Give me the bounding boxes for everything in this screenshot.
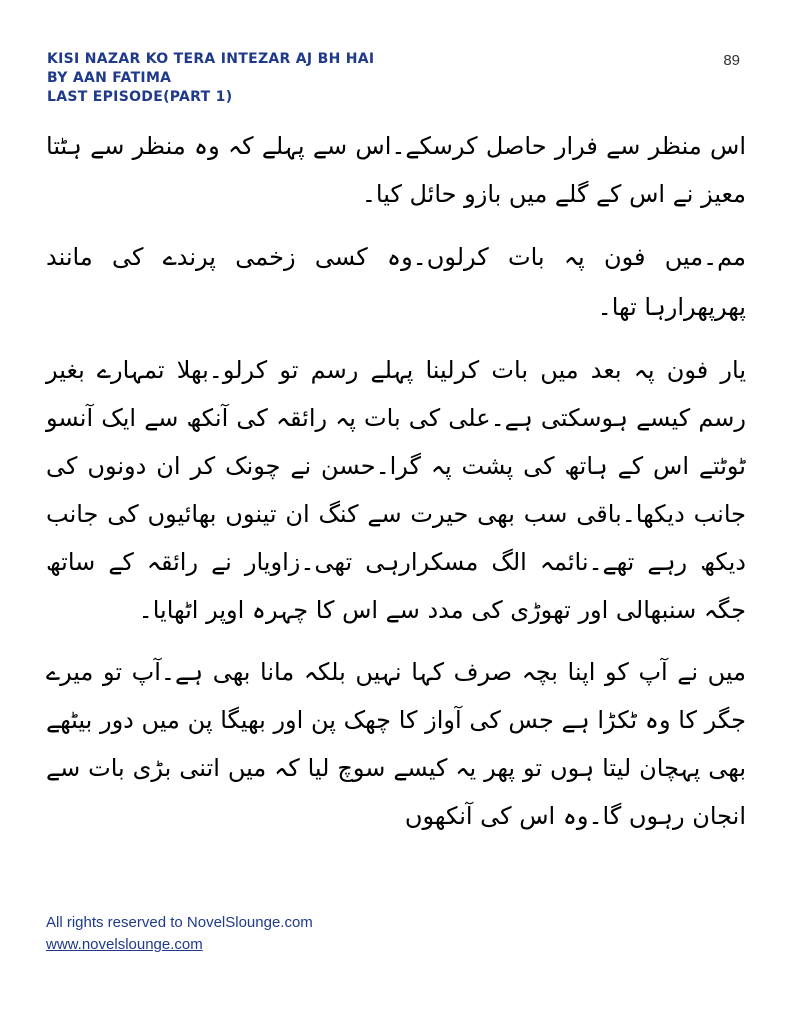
website-link[interactable]: www.novelslounge.com [46,936,203,953]
rights-notice: All rights reserved to NovelSlounge.com [46,914,313,931]
paragraph-2: مم۔میں فون پہ بات کرلوں۔وہ کسی زخمی پرندے کی مانند پھرپھرارہا تھا۔ [46,243,746,321]
urdu-body-text [46,122,746,854]
paragraph-4: میں نے آپ کو اپنا بچہ صرف کہا نہیں بلکہ مانا بھی ہے۔آپ تو میرے جگر کا وہ ٹکڑا ہے جس کی آواز کا چھک پن اور بھیگا پن میں دور بیٹھے بھی پہچان لیتا ہوں تو پھر یہ کیسے سوچ لیا کہ میں اتنی بڑی بات سے انجان رہوں گا۔وہ اس کی آنکھوں [46,658,746,830]
paragraph-1: اس منظر سے فرار حاصل کرسکے۔اس سے پہلے کہ وہ منظر سے ہٹتا معیز نے اس کے گلے میں بازو حائل کیا۔ [46,132,746,208]
document-footer [46,912,313,956]
document-header [47,50,374,107]
page-number: 89 [723,52,740,69]
paragraph-3: یار فون پہ بعد میں بات کرلینا پہلے رسم تو کرلو۔بھلا تمہارے بغیر رسم کیسے ہوسکتی ہے۔علی کی بات پہ رائقہ کی آنکھ سے ایک آنسو ٹوٹتے اس کے ہاتھ کی پشت پہ گرا۔حسن نے چونک کر ان دونوں کی جانب دیکھا۔باقی سب بھی حیرت سے کنگ ان تینوں بھائیوں کی جانب دیکھ رہے تھے۔نائمہ الگ مسکرارہی تھی۔زاویار نے رائقہ کے ساتھ جگہ سنبھالی اور تھوڑی کی مدد سے اس کا چہرہ اوپر اٹھایا۔ [46,356,746,624]
novel-title: KISI NAZAR KO TERA INTEZAR AJ BH HAI [47,51,375,67]
episode-line: LAST EPISODE(PART 1) [47,89,233,105]
author-line: BY AAN FATIMA [47,70,172,86]
